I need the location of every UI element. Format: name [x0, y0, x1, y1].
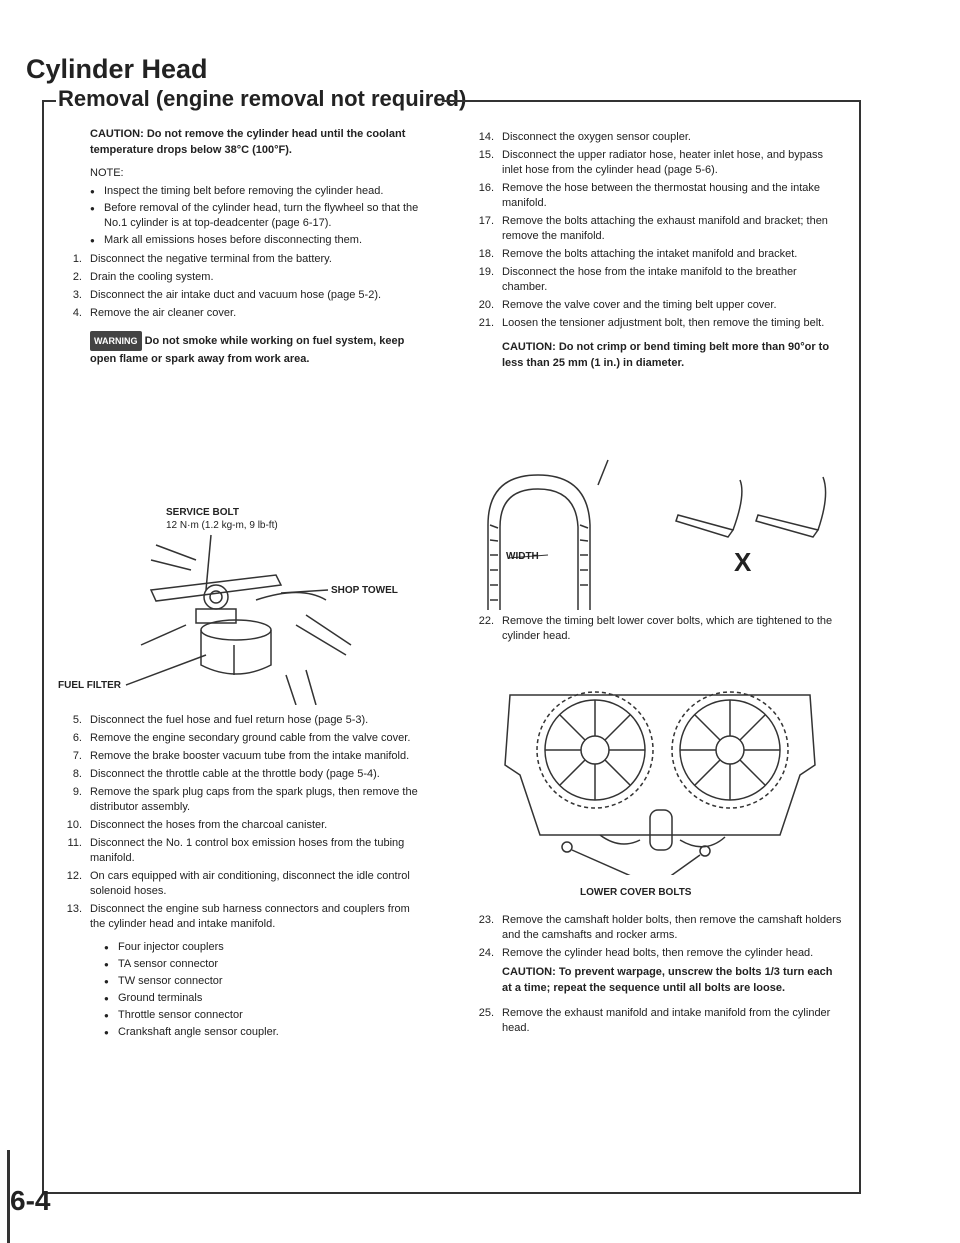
fuel-filter-figure	[56, 505, 436, 705]
step-item: 7. Remove the brake booster vacuum tube from the intake manifold.	[72, 750, 410, 762]
note-list	[90, 184, 426, 248]
step-item: 5. Disconnect the fuel hose and fuel return hose (page 5-3).	[72, 714, 369, 726]
page-title: Cylinder Head	[26, 54, 208, 84]
steps-list	[468, 130, 843, 331]
shop-towel-label: SHOP TOWEL	[331, 585, 398, 596]
timing-belt-figure	[478, 455, 848, 610]
fuel-filter-illustration	[56, 505, 436, 705]
step-item: 11. Disconnect the No. 1 control box emission hoses from the tubing manifold.	[67, 837, 405, 864]
x-mark-icon: X	[734, 547, 752, 577]
warning-icon: WARNING	[90, 331, 142, 351]
connector-item: ● Throttle sensor connector	[104, 1008, 426, 1023]
timing-belt-illustration	[478, 455, 848, 610]
connector-item: ● Ground terminals	[104, 991, 426, 1006]
camshaft-figure	[490, 665, 830, 898]
step-item: 10. Disconnect the hoses from the charcoal canister.	[66, 819, 328, 831]
page-number: 6-4	[10, 1185, 51, 1216]
step-item: 21. Loosen the tensioner adjustment bolt, then remove the timing belt.	[478, 317, 825, 329]
caution-text: CAUTION: To prevent warpage, unscrew the bolts 1/3 turn each at a time; repeat the sequence until all bolts are loose.	[502, 966, 833, 994]
left-column-lower	[56, 713, 426, 1042]
torque-label: 12 N·m (1.2 kg-m, 9 lb-ft)	[166, 520, 278, 531]
connector-item: ● TA sensor connector	[104, 957, 426, 972]
step-item: 4. Remove the air cleaner cover.	[72, 307, 237, 319]
step-item: 20. Remove the valve cover and the timing belt upper cover.	[478, 299, 777, 311]
right-column-lower	[468, 913, 843, 1039]
step-item: 19. Disconnect the hose from the intake manifold to the breather chamber.	[478, 266, 797, 293]
connector-list	[104, 940, 426, 1040]
note-title: NOTE:	[90, 167, 124, 179]
right-column	[468, 130, 843, 371]
connector-item: ● TW sensor connector	[104, 974, 426, 989]
steps-list	[468, 913, 843, 961]
steps-list	[468, 614, 843, 644]
note-item: ● Inspect the timing belt before removing the cylinder head.	[90, 184, 426, 199]
step-item: 15. Disconnect the upper radiator hose, heater inlet hose, and bypass inlet hose from the cylinder head (page 5-6).	[478, 149, 824, 176]
step-item: 9. Remove the spark plug caps from the spark plugs, then remove the distributor assembly.	[72, 786, 418, 813]
left-column	[56, 126, 426, 367]
warning-block	[90, 331, 426, 367]
lower-cover-bolts-label: LOWER COVER BOLTS	[580, 887, 692, 898]
step-item: 22. Remove the timing belt lower cover bolts, which are tightened to the cylinder head.	[478, 615, 833, 642]
step-item: 1. Disconnect the negative terminal from the battery.	[72, 253, 332, 265]
step-item: 17. Remove the bolts attaching the exhaust manifold and bracket; then remove the manifold.	[478, 215, 828, 242]
section-title: Removal (engine removal not required)	[58, 86, 467, 111]
step-22	[468, 614, 843, 647]
frame-line	[42, 100, 56, 102]
connector-item: ● Four injector couplers	[104, 940, 426, 955]
steps-list	[56, 713, 426, 932]
step-item: 12. On cars equipped with air conditioning, disconnect the idle control solenoid hoses.	[66, 870, 410, 897]
step-item: 14. Disconnect the oxygen sensor coupler.	[478, 131, 691, 143]
step-item: 13. Disconnect the engine sub harness connectors and couplers from the cylinder head and intake manifold.	[66, 903, 410, 930]
steps-list	[56, 252, 426, 321]
frame-line	[859, 100, 861, 1194]
note-item: ● Mark all emissions hoses before disconnecting them.	[90, 233, 426, 248]
connector-item: ● Crankshaft angle sensor coupler.	[104, 1025, 426, 1040]
steps-list	[468, 1006, 843, 1036]
step-item: 2. Drain the cooling system.	[72, 271, 214, 283]
frame-line	[42, 100, 44, 1192]
width-label: WIDTH	[506, 551, 539, 562]
step-item: 25. Remove the exhaust manifold and intake manifold from the cylinder head.	[478, 1007, 831, 1034]
step-item: 3. Disconnect the air intake duct and vacuum hose (page 5-2).	[72, 289, 382, 301]
frame-line	[42, 1192, 860, 1194]
step-item: 8. Disconnect the throttle cable at the throttle body (page 5-4).	[72, 768, 380, 780]
service-bolt-label: SERVICE BOLT	[166, 507, 239, 518]
step-item: 18. Remove the bolts attaching the intaket manifold and bracket.	[478, 248, 798, 260]
frame-line	[442, 100, 860, 102]
step-item: 23. Remove the camshaft holder bolts, then remove the camshaft holders and the camshafts and rocker arms.	[478, 914, 842, 941]
camshaft-illustration	[490, 665, 830, 875]
step-item: 16. Remove the hose between the thermostat housing and the intake manifold.	[478, 182, 820, 209]
step-item: 24. Remove the cylinder head bolts, then remove the cylinder head.	[478, 947, 814, 959]
fuel-filter-label: FUEL FILTER	[58, 680, 121, 691]
warning-text: Do not smoke while working on fuel system, keep open flame or spark away from work area.	[90, 335, 405, 365]
note-item: ● Before removal of the cylinder head, turn the flywheel so that the No.1 cylinder is at top-deadcenter (page 6-17).	[90, 201, 426, 231]
caution-text: CAUTION: Do not crimp or bend timing belt more than 90°or to less than 25 mm (1 in.) in diameter.	[502, 341, 830, 369]
caution-text: CAUTION: Do not remove the cylinder head until the coolant temperature drops below 38°C (100°F).	[90, 128, 406, 156]
step-item: 6. Remove the engine secondary ground cable from the valve cover.	[72, 732, 411, 744]
